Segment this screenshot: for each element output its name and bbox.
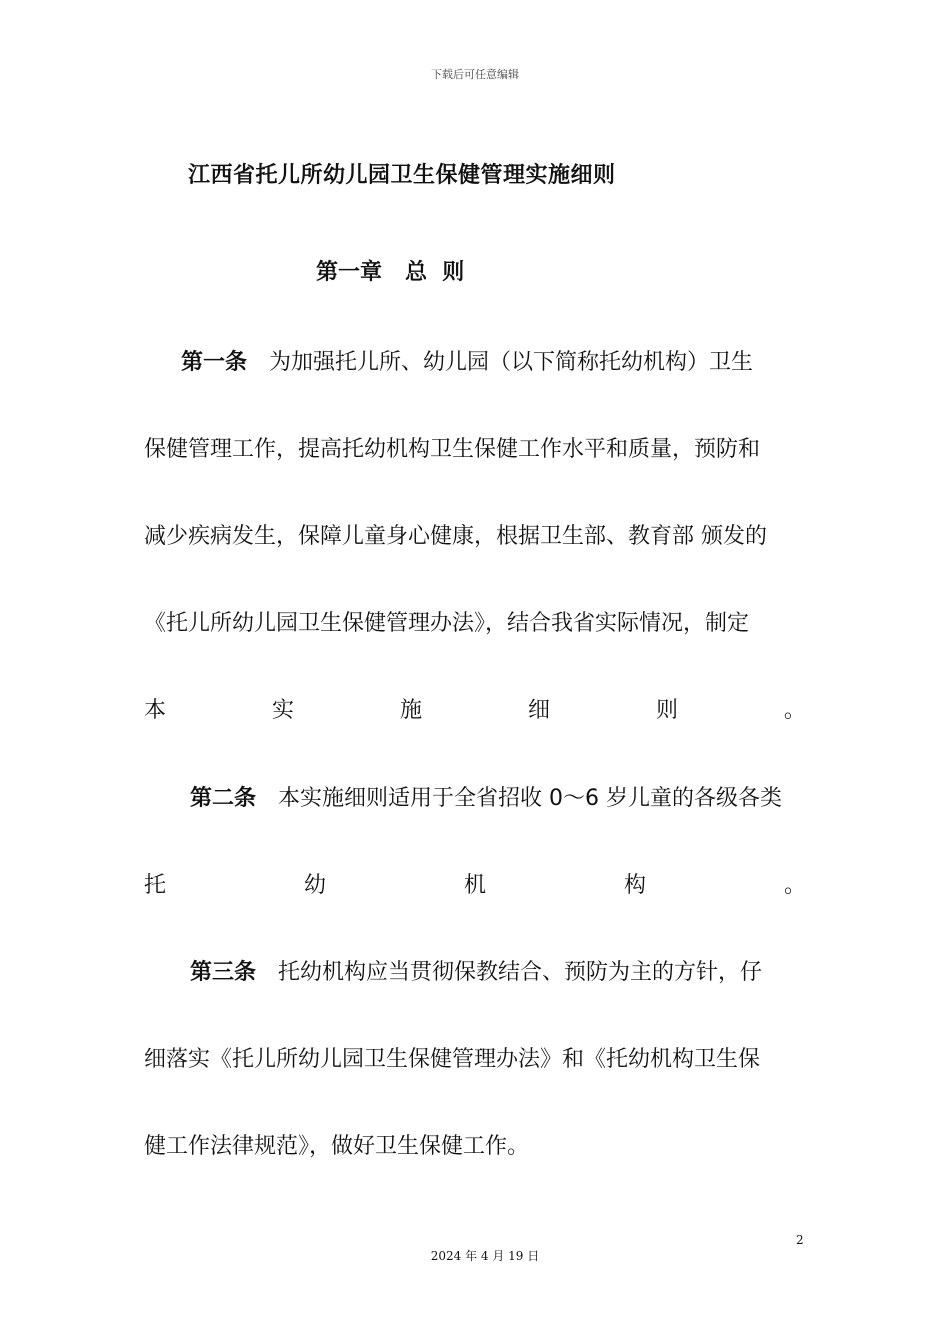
article-1-line-5 [144, 696, 806, 726]
article-3-label: 第三条 [190, 960, 257, 985]
header-note: 下载后可任意编辑 [431, 68, 519, 81]
article-2-line-2 [144, 871, 806, 901]
article-3-line-2: 细落实《托儿所幼儿园卫生保健管理办法》和《托幼机构卫生保 [144, 1047, 761, 1072]
document-title: 江西省托儿所幼儿园卫生保健管理实施细则 [188, 163, 616, 188]
footer-date: 2024 年 4 月 19 日 [430, 1249, 540, 1263]
article-1-label: 第一条 [181, 350, 248, 375]
article-1-char: 则 [655, 698, 678, 723]
article-2-char: 幼 [303, 873, 326, 898]
page-number: 2 [796, 1233, 804, 1247]
article-2-char: 机 [463, 873, 486, 898]
article-3-line-3: 健工作法律规范》，做好卫生保健工作。 [144, 1134, 530, 1159]
article-1-char: 细 [527, 698, 550, 723]
article-2-line-1 [190, 784, 806, 814]
article-1-line-2: 保健管理工作，提高托幼机构卫生保健工作水平和质量，预防和 [144, 437, 761, 462]
chapter-title: 第一章 总 则 [316, 260, 465, 285]
article-1-line-4: 《托儿所幼儿园卫生保健管理办法》，结合我省实际情况，制定 [144, 611, 750, 636]
article-2-char: 托 [144, 873, 167, 898]
article-1-char: 本 [144, 698, 167, 723]
article-2-char: 。 [783, 873, 806, 898]
article-1-line-1 [181, 348, 806, 378]
article-1-char: 实 [271, 698, 294, 723]
article-1-text-1: 为加强托儿所、幼儿园（以下简称托幼机构）卫生 [269, 350, 754, 375]
article-3-line-1 [190, 958, 806, 988]
article-1-char: 。 [783, 698, 806, 723]
article-1-char: 施 [399, 698, 422, 723]
article-2-label: 第二条 [190, 786, 257, 811]
article-2-char: 构 [623, 873, 646, 898]
article-1-line-3: 减少疾病发生，保障儿童身心健康，根据卫生部、教育部 颁发的 [144, 524, 767, 549]
article-3-text-1: 托幼机构应当贯彻保教结合、预防为主的方针，仔 [278, 960, 763, 985]
article-2-text-1: 本实施细则适用于全省招收 0～6 岁儿童的各级各类 [278, 786, 782, 811]
